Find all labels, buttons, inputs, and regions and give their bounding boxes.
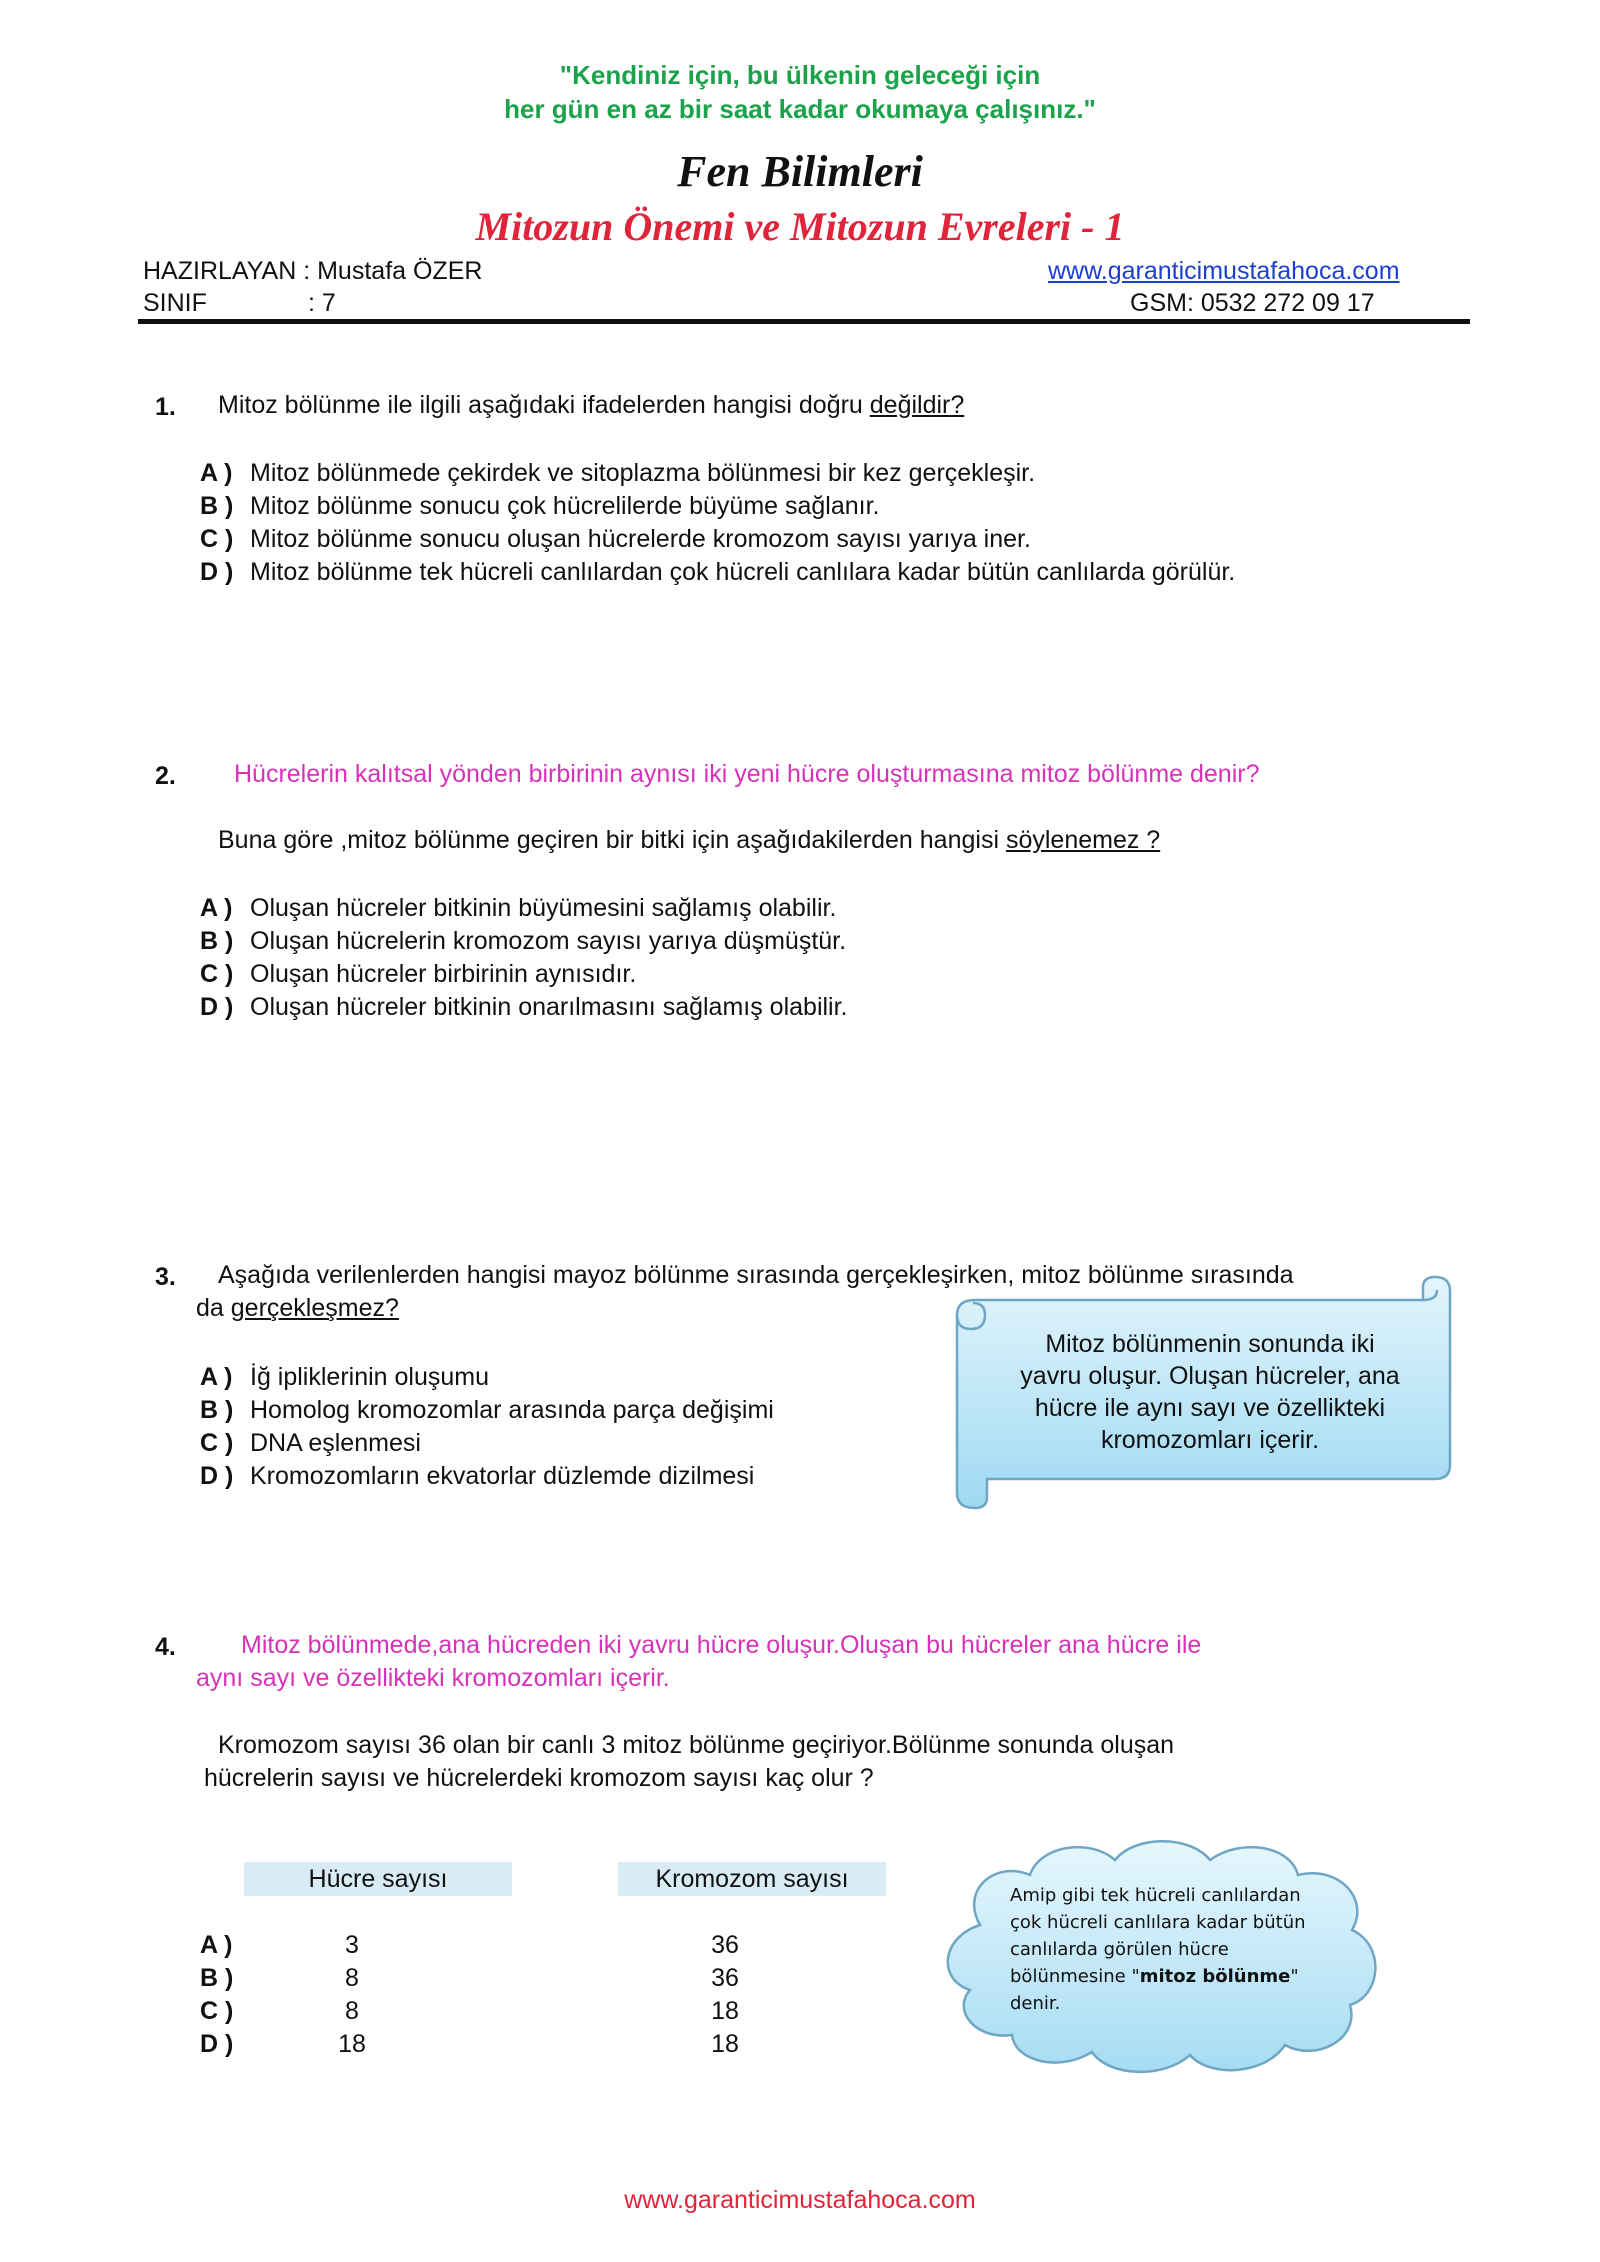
question-2-text [218,826,1160,855]
question-2-keyword: söylenemez ? [1005,826,1161,854]
cell-count-value: 18 [338,2030,366,2058]
option-c[interactable] [200,1995,739,2028]
question-2-stem: Buna göre ,mitoz bölünme geçiren bir bitki için aşağıdakilerden hangisi [218,826,1006,854]
option-text: Homolog kromozomlar arasında parça değişimi [250,1396,774,1424]
option-d[interactable] [200,556,1235,589]
motto-line-2: her gün en az bir saat kadar okumaya çalışınız." [504,94,1096,124]
question-4-text-line-1: Kromozom sayısı 36 olan bir canlı 3 mitoz bölünme geçiriyor.Bölünme sonunda oluşan [218,1731,1175,1759]
motto-line-1: "Kendiniz için, bu ülkenin geleceği için [559,60,1041,90]
question-3-text-line-1: Aşağıda verilenlerden hangisi mayoz bölünme sırasında gerçekleşirken, mitoz bölünme sırasında [218,1261,1294,1289]
option-text: İğ ipliklerinin oluşumu [250,1363,490,1391]
cloud-note-line: denir. [1010,1993,1061,2014]
question-1-text [218,391,964,420]
question-4-number: 4. [155,1633,176,1661]
question-2-number: 2. [155,762,176,790]
cloud-note-keyword: mitoz bölünme [1139,1966,1291,1987]
option-label: B ) [200,927,234,955]
option-a[interactable] [200,892,848,925]
subject-title: Fen Bilimleri [677,147,923,196]
option-c[interactable] [200,523,1235,556]
option-text: Mitoz bölünme sonucu çok hücrelilerde büyüme sağlanır. [250,492,880,520]
option-label: D ) [200,558,234,586]
column-header-chromosome-count: Kromozom sayısı [618,1862,886,1896]
option-label: D ) [200,993,234,1021]
scroll-note-text [987,1328,1433,1456]
option-label: A ) [200,894,233,922]
chromosome-count-value: 36 [711,1964,739,1992]
scroll-note-line: hücre ile aynı sayı ve özellikteki [1034,1394,1386,1422]
option-label: A ) [200,459,233,487]
option-text: Kromozomların ekvatorlar düzlemde dizilmesi [250,1462,755,1490]
option-label: A ) [200,1363,233,1391]
question-1-number: 1. [155,393,176,421]
option-text: Mitoz bölünme sonucu oluşan hücrelerde kromozom sayısı yarıya iner. [250,525,1031,553]
option-a[interactable] [200,1929,739,1962]
question-1-keyword: değildir? [869,391,965,419]
option-text: Mitoz bölünmede çekirdek ve sitoplazma bölünmesi bir kez gerçekleşir. [250,459,1036,487]
option-c[interactable] [200,958,848,991]
question-2-info: Hücrelerin kalıtsal yönden birbirinin aynısı iki yeni hücre oluşturmasına mitoz bölünme denir? [234,760,1260,788]
class-label: SINIF [143,289,207,317]
column-header-cell-count: Hücre sayısı [244,1862,512,1896]
cloud-note-fragment: bölünmesine " [1010,1966,1140,1987]
gsm-number: GSM: 0532 272 09 17 [1130,289,1375,317]
option-label: B ) [200,1964,234,1992]
option-label: D ) [200,2030,234,2058]
option-label: B ) [200,492,234,520]
option-label: C ) [200,960,234,988]
question-3-number: 3. [155,1263,176,1291]
cell-count-value: 8 [345,1964,359,1992]
option-d[interactable] [200,1460,774,1493]
option-d[interactable] [200,2028,739,2061]
option-text: Oluşan hücreler bitkinin onarılmasını sağlamış olabilir. [250,993,848,1021]
scroll-note-line: kromozomları içerir. [1100,1426,1320,1454]
header-divider [138,319,1470,324]
question-4-options [200,1929,739,2061]
topic-title: Mitozun Önemi ve Mitozun Evreleri - 1 [475,204,1125,249]
question-4-text-line-2: hücrelerin sayısı ve hücrelerdeki kromozom sayısı kaç olur ? [204,1764,874,1792]
footer-website[interactable]: www.garanticimustafahoca.com [624,2186,976,2214]
cloud-note-text [1010,1882,1330,2017]
option-text: Oluşan hücreler birbirinin aynısıdır. [250,960,637,988]
question-1-stem: Mitoz bölünme ile ilgili aşağıdaki ifadelerden hangisi doğru [218,391,870,419]
question-4-info-line-1: Mitoz bölünmede,ana hücreden iki yavru hücre oluşur.Oluşan bu hücreler ana hücre ile [241,1631,1202,1659]
scroll-note-line: Mitoz bölünmenin sonunda iki [1045,1330,1375,1358]
option-b[interactable] [200,925,848,958]
cloud-note-fragment: " [1290,1966,1299,1987]
scroll-note [945,1275,1455,1510]
option-d[interactable] [200,991,848,1024]
option-text: DNA eşlenmesi [250,1429,421,1457]
cell-count-value: 3 [345,1931,359,1959]
question-4-info-line-2: aynı sayı ve özellikteki kromozomları içerir. [196,1664,670,1692]
option-label: A ) [200,1931,233,1959]
cloud-note-line [1010,1963,1330,1990]
cloud-note-line: çok hücreli canlılara kadar bütün [1010,1912,1306,1933]
question-3-text-line-2 [196,1294,399,1323]
option-label: B ) [200,1396,234,1424]
website-link[interactable]: www.garanticimustafahoca.com [1048,257,1400,285]
question-3-keyword: gerçekleşmez? [230,1294,399,1322]
option-a[interactable] [200,1361,774,1394]
cloud-note-line: Amip gibi tek hücreli canlılardan [1010,1885,1301,1906]
chromosome-count-value: 18 [711,2030,739,2058]
option-text: Mitoz bölünme tek hücreli canlılardan çok hücreli canlılara kadar bütün canlılarda görülür. [250,558,1236,586]
option-c[interactable] [200,1427,774,1460]
class-value: : 7 [308,289,336,317]
option-a[interactable] [200,457,1235,490]
option-label: D ) [200,1462,234,1490]
chromosome-count-value: 18 [711,1997,739,2025]
option-label: C ) [200,1429,234,1457]
author-label: HAZIRLAYAN : Mustafa ÖZER [143,257,483,285]
chromosome-count-value: 36 [711,1931,739,1959]
option-label: C ) [200,1997,234,2025]
question-3-stem: da [196,1294,231,1322]
option-b[interactable] [200,1962,739,1995]
option-text: Oluşan hücreler bitkinin büyümesini sağlamış olabilir. [250,894,837,922]
cell-count-value: 8 [345,1997,359,2025]
scroll-note-line: yavru oluşur. Oluşan hücreler, ana [1020,1362,1400,1390]
cloud-note-line: canlılarda görülen hücre [1010,1939,1229,1960]
question-1-options [200,457,1235,589]
question-2-options [200,892,848,1024]
cloud-note [920,1830,1390,2080]
option-text: Oluşan hücrelerin kromozom sayısı yarıya düşmüştür. [250,927,847,955]
question-3-options [200,1361,774,1493]
option-label: C ) [200,525,234,553]
option-b[interactable] [200,1394,774,1427]
option-b[interactable] [200,490,1235,523]
